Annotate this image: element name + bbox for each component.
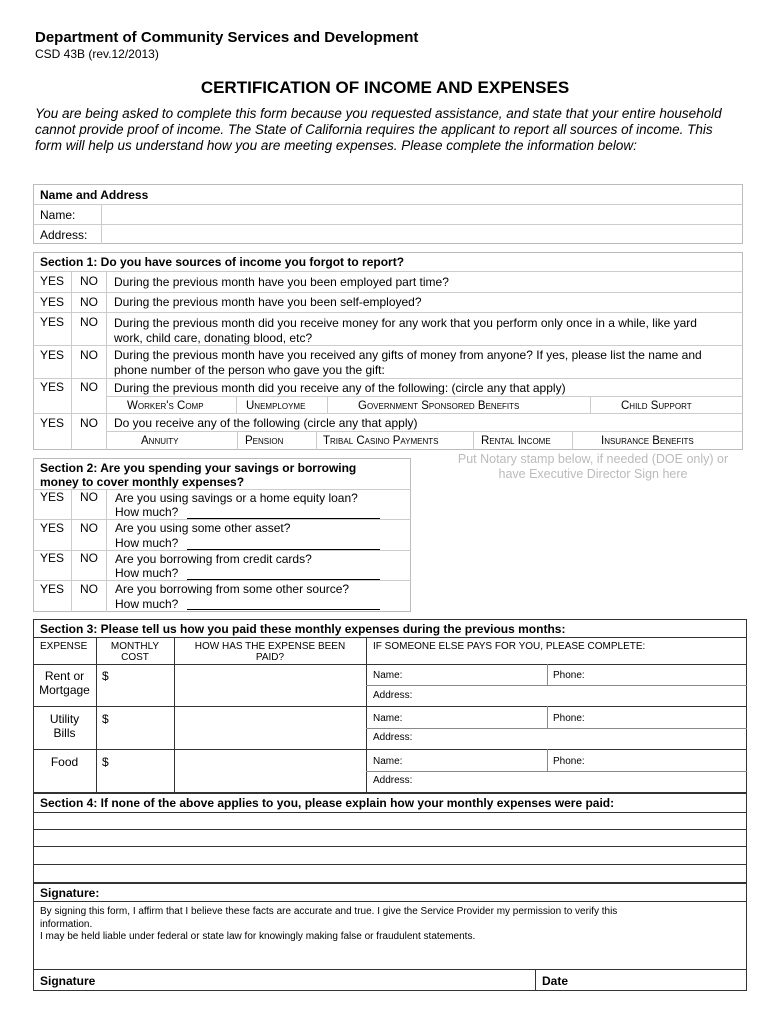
payer-address-label: Address: — [373, 775, 413, 786]
yes-option[interactable]: YES — [40, 490, 65, 504]
explanation-line[interactable] — [35, 865, 745, 882]
section3-heading: Section 3: Please tell us how you paid these monthly expenses during the previous months: — [40, 622, 566, 636]
yes-option[interactable]: YES — [40, 315, 65, 329]
col-monthly: MONTHLY — [110, 641, 160, 652]
dollar-sign: $ — [102, 755, 109, 769]
section4-heading: Section 4: If none of the above applies to you, please explain how your monthly expenses were paid: — [40, 796, 615, 810]
no-option[interactable]: NO — [80, 490, 98, 504]
affirmation-text: By signing this form, I affirm that I believe these facts are accurate and true. I give the Service Provider my permission to verify this information. — [40, 906, 618, 930]
col-how-paid-cont: PAID? — [255, 652, 285, 663]
date-label: Date — [542, 974, 569, 988]
payer-name-label: Name: — [373, 756, 403, 767]
explanation-line[interactable] — [35, 813, 745, 828]
no-option[interactable]: NO — [80, 551, 98, 565]
col-monthly-cost: COST — [121, 652, 149, 663]
how-much-input[interactable] — [187, 518, 380, 519]
question-savings: Are you using savings or a home equity loan? — [115, 491, 358, 505]
form-code: CSD 43B (rev.12/2013) — [35, 47, 159, 61]
address-label: Address: — [40, 228, 88, 242]
signature-field[interactable] — [110, 971, 530, 989]
section2-heading-cont: money to cover monthly expenses? — [40, 475, 245, 489]
signature-label: Signature — [40, 974, 96, 988]
payer-name-label: Name: — [373, 713, 403, 724]
option-insurance-benefits[interactable]: Insurance Benefits — [601, 435, 694, 447]
name-input[interactable] — [106, 206, 740, 223]
question-other-asset: Are you using some other asset? — [115, 521, 291, 535]
question-part-time: During the previous month have you been employed part time? — [114, 275, 449, 289]
payer-name-label: Name: — [373, 670, 403, 681]
yes-option[interactable]: YES — [40, 380, 65, 394]
how-much-input[interactable] — [187, 579, 380, 580]
department-name: Department of Community Services and Development — [35, 29, 419, 46]
no-option[interactable]: NO — [80, 416, 98, 430]
how-much-input[interactable] — [187, 549, 380, 550]
yes-option[interactable]: YES — [40, 274, 65, 288]
payer-address-label: Address: — [373, 732, 413, 743]
yes-option[interactable]: YES — [40, 582, 65, 596]
name-label: Name: — [40, 208, 76, 222]
how-much-label: How much? — [115, 597, 179, 611]
payer-phone-label: Phone: — [553, 670, 585, 681]
page-title: CERTIFICATION OF INCOME AND EXPENSES — [200, 78, 570, 97]
no-option[interactable]: NO — [80, 315, 98, 329]
yes-option[interactable]: YES — [40, 295, 65, 309]
question-gifts-cont: phone number of the person who gave you the gift: — [114, 363, 385, 377]
notary-note: Put Notary stamp below, if needed (DOE only) or have Executive Director Sign here — [457, 452, 729, 481]
col-expense: EXPENSE — [40, 641, 88, 652]
no-option[interactable]: NO — [80, 380, 98, 394]
explanation-line[interactable] — [35, 847, 745, 863]
option-government-benefits[interactable]: Government Sponsored Benefits — [358, 400, 520, 412]
explanation-line[interactable] — [35, 830, 745, 845]
section2-heading: Section 2: Are you spending your savings or borrowing — [40, 461, 357, 475]
question-benefits: During the previous month did you receive any of the following: (circle any that apply) — [114, 381, 566, 395]
option-pension[interactable]: Pension — [245, 435, 284, 447]
question-other-source: Are you borrowing from some other source? — [115, 582, 350, 596]
how-much-label: How much? — [115, 505, 179, 519]
no-option[interactable]: NO — [80, 582, 98, 596]
question-other-income: Do you receive any of the following (circle any that apply) — [114, 416, 418, 430]
question-self-employed: During the previous month have you been self-employed? — [114, 295, 422, 309]
option-child-support[interactable]: Child Support — [621, 400, 692, 412]
signature-heading: Signature: — [40, 886, 100, 900]
payer-address-label: Address: — [373, 690, 413, 701]
yes-option[interactable]: YES — [40, 521, 65, 535]
expense-rent: Rent or Mortgage — [39, 669, 90, 697]
no-option[interactable]: NO — [80, 295, 98, 309]
option-annuity[interactable]: Annuity — [141, 435, 179, 447]
question-credit-cards: Are you borrowing from credit cards? — [115, 552, 312, 566]
payer-phone-label: Phone: — [553, 756, 585, 767]
option-workers-comp[interactable]: Worker's Comp — [127, 400, 204, 412]
date-field[interactable] — [580, 971, 740, 989]
col-someone-else: IF SOMEONE ELSE PAYS FOR YOU, PLEASE COMPLETE: — [373, 641, 646, 652]
yes-option[interactable]: YES — [40, 348, 65, 362]
question-odd-work-cont: work, child care, donating blood, etc? — [114, 331, 313, 345]
question-gifts: During the previous month have you received any gifts of money from anyone? If yes, please list the name and — [114, 348, 702, 362]
intro-text: You are being asked to complete this form because you requested assistance, and state that your entire household cannot provide proof of income. The State of California requires the applicant to report all sources of income. This form will help us understand how you are meeting expenses. Please complete the information below: — [35, 106, 722, 153]
how-much-input[interactable] — [187, 609, 380, 610]
dollar-sign: $ — [102, 669, 109, 683]
name-address-heading: Name and Address — [40, 188, 149, 202]
how-much-label: How much? — [115, 536, 179, 550]
question-odd-work: During the previous month did you receive money for any work that you perform only once in a while, like yard — [114, 316, 697, 330]
no-option[interactable]: NO — [80, 521, 98, 535]
yes-option[interactable]: YES — [40, 416, 65, 430]
yes-option[interactable]: YES — [40, 551, 65, 565]
option-unemployment[interactable]: Unemployme — [246, 400, 306, 412]
liability-text: I may be held liable under federal or state law for knowingly making false or fraudulent statements. — [40, 931, 476, 942]
no-option[interactable]: NO — [80, 274, 98, 288]
section1-heading: Section 1: Do you have sources of income you forgot to report? — [40, 255, 405, 269]
payer-phone-label: Phone: — [553, 713, 585, 724]
dollar-sign: $ — [102, 712, 109, 726]
how-much-label: How much? — [115, 566, 179, 580]
address-input[interactable] — [106, 226, 740, 243]
expense-food: Food — [50, 755, 79, 769]
col-how-paid: HOW HAS THE EXPENSE BEEN — [194, 641, 346, 652]
expense-utility: Utility Bills — [49, 712, 80, 740]
no-option[interactable]: NO — [80, 348, 98, 362]
option-tribal-casino[interactable]: Tribal Casino Payments — [323, 435, 439, 447]
option-rental-income[interactable]: Rental Income — [481, 435, 551, 447]
